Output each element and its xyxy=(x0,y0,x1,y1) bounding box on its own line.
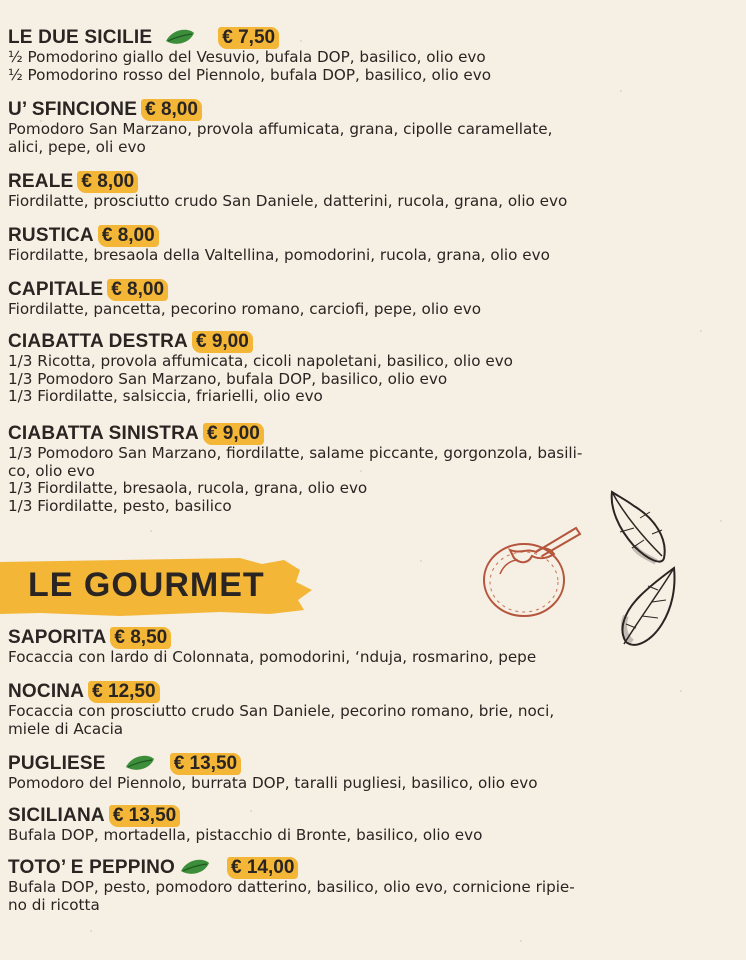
item-description-line: Fiordilatte, bresaola della Valtellina, pomodorini, rucola, grana, olio evo xyxy=(8,246,550,264)
item-price: € 8,00 xyxy=(77,171,138,193)
item-name: NOCINA xyxy=(8,681,85,702)
menu-item-siciliana xyxy=(8,805,736,845)
item-description-line: Fiordilatte, prosciutto crudo San Daniele, datterini, rucola, grana, olio evo xyxy=(8,192,568,210)
basil-sketch-illustration xyxy=(604,488,674,574)
item-name: CIABATTA DESTRA xyxy=(8,331,188,352)
item-description-line: co, olio evo xyxy=(8,461,95,480)
item-name: CIABATTA SINISTRA xyxy=(8,423,199,444)
menu-item-ciabatta-destra xyxy=(8,331,736,406)
item-price: € 14,00 xyxy=(227,857,298,879)
item-price: € 8,00 xyxy=(141,99,202,121)
item-description-line: Bufala DOP, mortadella, pistacchio di Bronte, basilico, olio evo xyxy=(8,826,483,844)
item-description-line: 1/3 Pomodoro San Marzano, bufala DOP, basilico, olio evo xyxy=(8,369,448,388)
item-name: U’ SFINCIONE xyxy=(8,99,138,120)
item-description-line: Focaccia con prosciutto crudo San Daniele, pecorino romano, brie, noci, xyxy=(8,702,555,720)
item-name: RUSTICA xyxy=(8,225,94,246)
item-name: REALE xyxy=(8,171,74,192)
item-price: € 8,50 xyxy=(110,627,171,649)
menu-item-capitale xyxy=(8,279,736,319)
item-description-line: Pomodoro del Piennolo, burrata DOP, taralli pugliesi, basilico, olio evo xyxy=(8,774,538,792)
item-description-line: Pomodoro San Marzano, provola affumicata, grana, cipolle caramellate, xyxy=(8,120,553,138)
item-description-line: ½ Pomodorino giallo del Vesuvio, bufala DOP, basilico, olio evo xyxy=(8,48,486,66)
item-description-line: Bufala DOP, pesto, pomodoro datterino, basilico, olio evo, cornicione ripie- xyxy=(8,878,575,896)
item-description-line: 1/3 Ricotta, provola affumicata, cicoli napoletani, basilico, olio evo xyxy=(8,352,513,370)
menu-item-rustica xyxy=(8,225,736,265)
item-description-line: alici, pepe, oli evo xyxy=(8,137,146,156)
menu-item-saporita xyxy=(8,627,736,667)
menu-item-le-due-sicilie xyxy=(8,27,736,84)
item-description-line: ½ Pomodorino rosso del Piennolo, bufala DOP, basilico, olio evo xyxy=(8,65,491,84)
basil-leaf-icon xyxy=(179,857,211,879)
item-price: € 13,50 xyxy=(170,753,241,775)
menu-item-u-sfincione xyxy=(8,99,736,156)
item-name: CAPITALE xyxy=(8,279,104,300)
item-price: € 9,00 xyxy=(203,423,264,445)
item-price: € 7,50 xyxy=(218,27,279,49)
tomato-illustration xyxy=(480,524,588,620)
item-name: PUGLIESE xyxy=(8,753,106,774)
item-name: TOTO’ E PEPPINO xyxy=(8,857,176,878)
section-title: LE GOURMET xyxy=(28,566,265,604)
item-name: SICILIANA xyxy=(8,805,105,826)
menu-item-pugliese xyxy=(8,753,736,793)
basil-leaf-icon xyxy=(164,27,196,49)
item-description-line: no di ricotta xyxy=(8,895,100,914)
item-price: € 12,50 xyxy=(88,681,159,703)
item-description-line: 1/3 Fiordilatte, bresaola, rucola, grana, olio evo xyxy=(8,479,368,498)
item-description-line: 1/3 Fiordilatte, salsiccia, friarielli, olio evo xyxy=(8,387,323,406)
item-description-line: Focaccia con lardo di Colonnata, pomodorini, ‘nduja, rosmarino, pepe xyxy=(8,648,537,666)
menu-item-toto-e-peppino xyxy=(8,857,736,914)
item-name: LE DUE SICILIE xyxy=(8,27,153,48)
menu-item-reale xyxy=(8,171,736,211)
item-description-line: 1/3 Fiordilatte, pesto, basilico xyxy=(8,496,232,515)
item-price: € 8,00 xyxy=(98,225,159,247)
item-description-line: Fiordilatte, pancetta, pecorino romano, carciofi, pepe, olio evo xyxy=(8,300,482,318)
item-name: SAPORITA xyxy=(8,627,107,648)
item-price: € 13,50 xyxy=(109,805,180,827)
item-price: € 8,00 xyxy=(107,279,168,301)
basil-leaf-icon xyxy=(124,753,156,775)
item-description-line: 1/3 Pomodoro San Marzano, fiordilatte, salame piccante, gorgonzola, basili- xyxy=(8,444,583,462)
item-description-line: miele di Acacia xyxy=(8,719,124,738)
menu-item-nocina xyxy=(8,681,736,738)
item-price: € 9,00 xyxy=(192,331,253,353)
